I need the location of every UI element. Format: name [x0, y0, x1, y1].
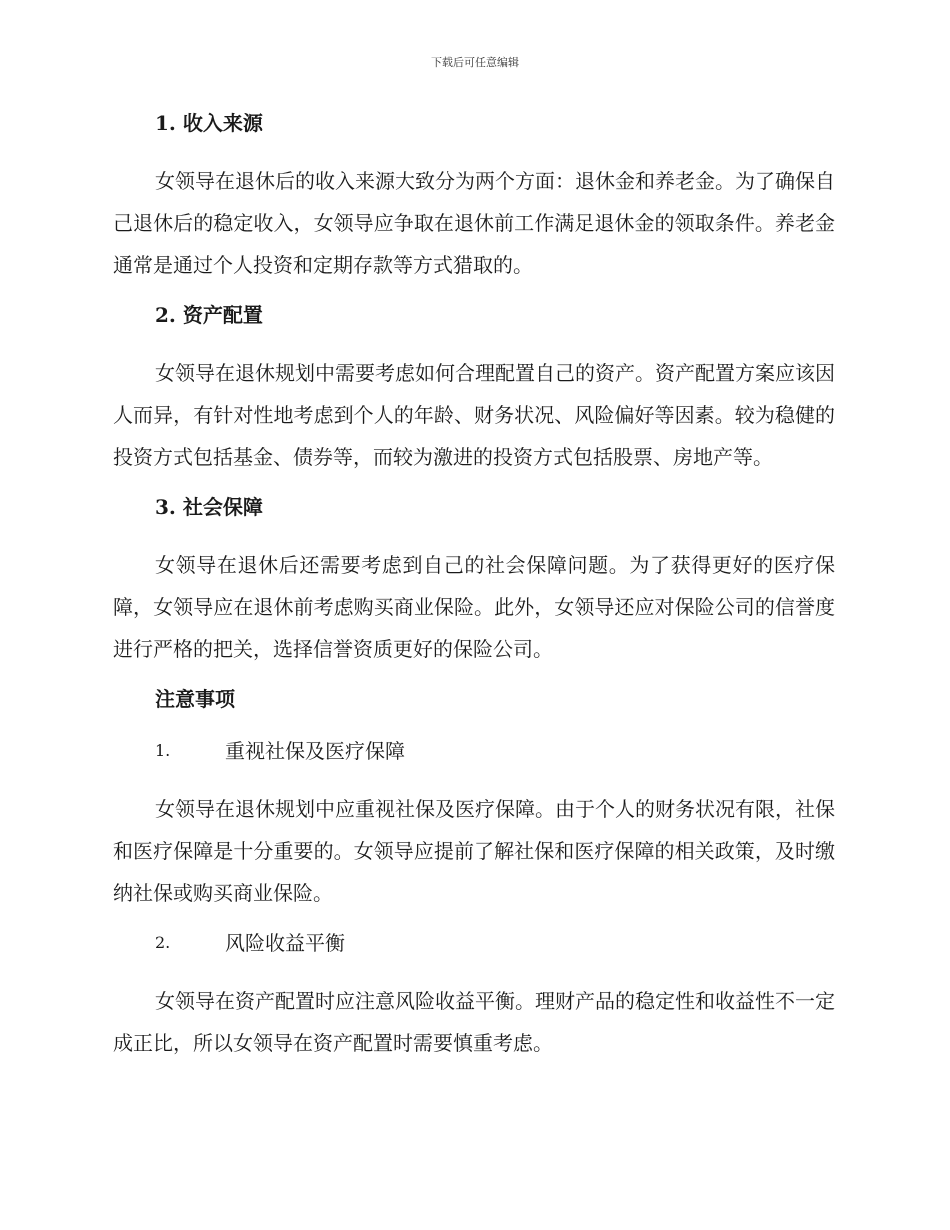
section-paragraph: 女领导在退休后的收入来源大致分为两个方面：退休金和养老金。为了确保自己退休后的稳定收入，女领导应争取在退休前工作满足退休金的领取条件。养老金通常是通过个人投资和定期存款等方式猎取的。: [113, 169, 835, 277]
section-heading: 2. 资产配置: [155, 303, 263, 327]
notes-list-item: [113, 736, 835, 766]
list-title: 风险收益平衡: [225, 931, 345, 955]
section-notes: [113, 684, 835, 1064]
section-paragraph: 女领导在退休后还需要考虑到自己的社会保障问题。为了获得更好的医疗保障，女领导应在退休前考虑购买商业保险。此外，女领导还应对保险公司的信誉度进行严格的把关，选择信誉资质更好的保险公司。: [113, 553, 835, 661]
section-paragraph: 女领导在退休规划中需要考虑如何合理配置自己的资产。资产配置方案应该因人而异，有针对性地考虑到个人的年龄、财务状况、风险偏好等因素。较为稳健的投资方式包括基金、债券等，而较为激进的投资方式包括股票、房地产等。: [113, 361, 835, 469]
section-social-security: [113, 492, 835, 670]
section-heading: 3. 社会保障: [155, 495, 263, 519]
notes-paragraph: 女领导在资产配置时应注意风险收益平衡。理财产品的稳定性和收益性不一定成正比，所以女领导在资产配置时需要慎重考虑。: [113, 989, 835, 1055]
document-body: [113, 108, 835, 1078]
section-heading: 1. 收入来源: [155, 111, 263, 135]
notes-list-item: [113, 928, 835, 958]
list-number: 1.: [155, 741, 171, 760]
section-asset-allocation: [113, 300, 835, 478]
notes-paragraph: 女领导在退休规划中应重视社保及医疗保障。由于个人的财务状况有限，社保和医疗保障是十分重要的。女领导应提前了解社保和医疗保障的相关政策，及时缴纳社保或购买商业保险。: [113, 797, 835, 905]
section-income: [113, 108, 835, 286]
header-note: 下载后可任意编辑: [431, 56, 519, 69]
list-number: 2.: [155, 933, 171, 952]
notes-heading: 注意事项: [155, 687, 235, 711]
list-title: 重视社保及医疗保障: [225, 739, 405, 763]
